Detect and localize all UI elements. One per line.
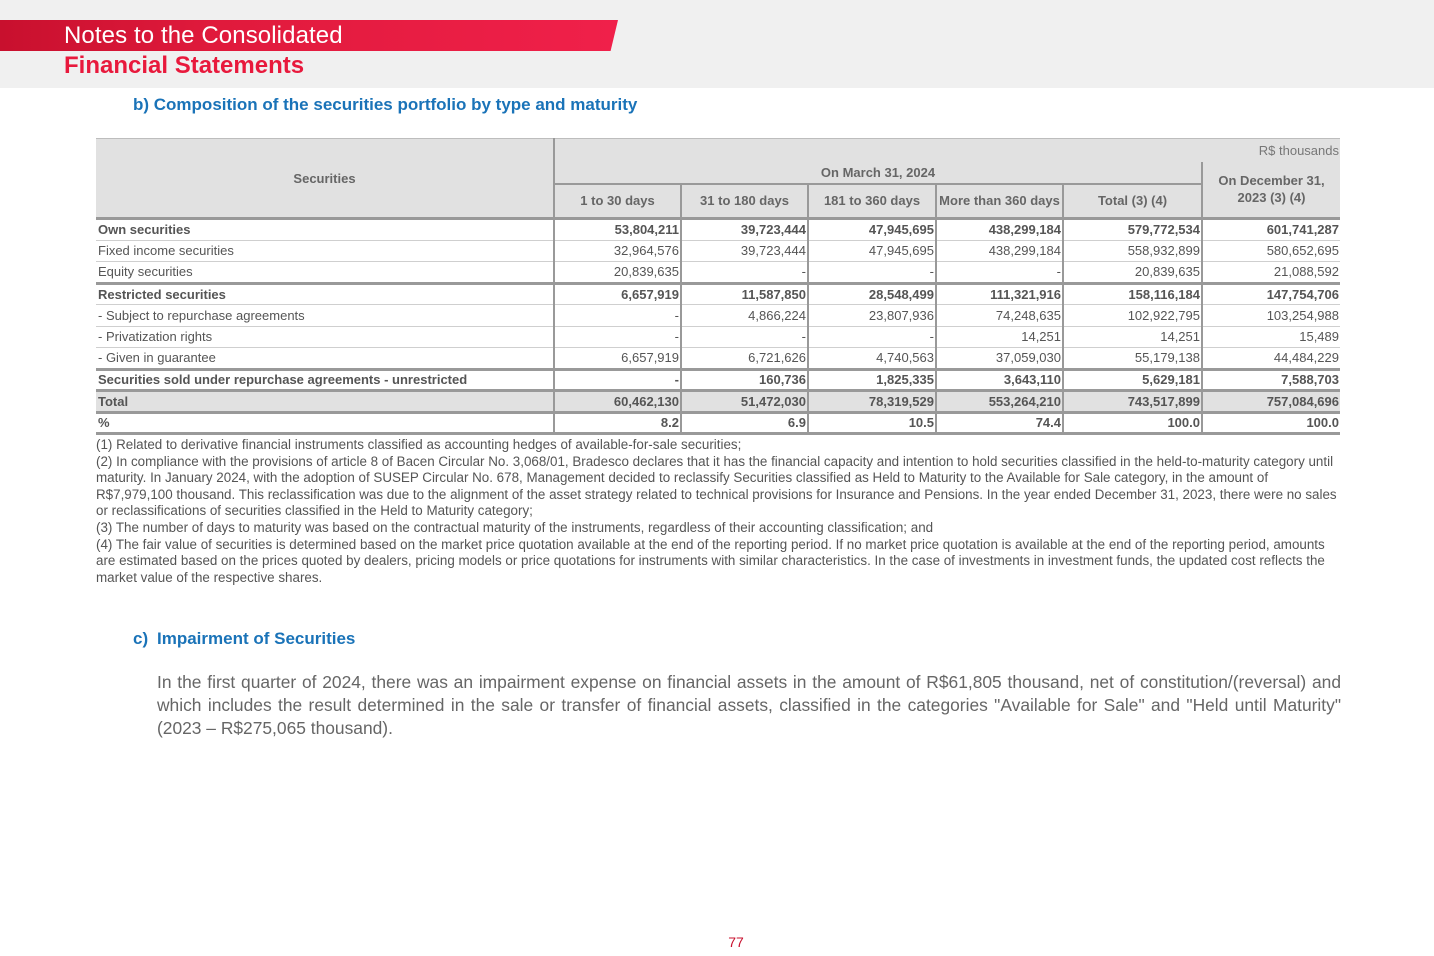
- table-cell: 74.4: [936, 412, 1063, 434]
- table-cell: 37,059,030: [936, 348, 1063, 370]
- table-row: [96, 348, 1340, 370]
- table-cell: 20,839,635: [554, 262, 681, 284]
- col-header-total: Total (3) (4): [1063, 184, 1202, 219]
- table-cell: 438,299,184: [936, 219, 1063, 241]
- table-cell: 580,652,695: [1202, 240, 1340, 262]
- row-label: Own securities: [96, 219, 554, 241]
- securities-header: Securities: [96, 139, 554, 219]
- table-cell: -: [681, 262, 808, 284]
- table-row: [96, 240, 1340, 262]
- row-label: %: [96, 412, 554, 434]
- table-cell: 601,741,287: [1202, 219, 1340, 241]
- table-cell: -: [808, 326, 936, 348]
- table-cell: 78,319,529: [808, 391, 936, 413]
- table-cell: 102,922,795: [1063, 305, 1202, 327]
- table-cell: 47,945,695: [808, 240, 936, 262]
- table-cell: 579,772,534: [1063, 219, 1202, 241]
- table-cell: 103,254,988: [1202, 305, 1340, 327]
- page-title-line1: Notes to the Consolidated: [64, 22, 343, 49]
- footnote: (2) In compliance with the provisions of article 8 of Bacen Circular No. 3,068/01, Bradesco declares that it has the financial capacity and intention to hold securities classified in the held-to-maturity category until maturity. In January 2024, with the adoption of SUSEP Circular No. 678, Management decided to reclassify Securities classified as Held to Maturity to the Available for Sale category, in the amount of R$7,979,100 thousand. This reclassification was due to the alignment of the asset strategy related to technical provisions for Insurance and Pensions. In the year ended December 31, 2023, there were no sales or reclassifications of securities classified in the Held to Maturity category;: [96, 453, 1337, 519]
- col-header-360-plus: More than 360 days: [936, 184, 1063, 219]
- period-header: On March 31, 2024: [554, 162, 1202, 184]
- table-cell: 7,588,703: [1202, 369, 1340, 391]
- table-cell: 53,804,211: [554, 219, 681, 241]
- table-cell: 23,807,936: [808, 305, 936, 327]
- table-cell: 3,643,110: [936, 369, 1063, 391]
- table-cell: 39,723,444: [681, 219, 808, 241]
- table-cell: 4,866,224: [681, 305, 808, 327]
- table-cell: 553,264,210: [936, 391, 1063, 413]
- table-cell: -: [554, 305, 681, 327]
- table-cell: 5,629,181: [1063, 369, 1202, 391]
- table-row: [96, 391, 1340, 413]
- table-row: [96, 305, 1340, 327]
- table-cell: 6,657,919: [554, 348, 681, 370]
- table-cell: 20,839,635: [1063, 262, 1202, 284]
- table-cell: 111,321,916: [936, 283, 1063, 305]
- table-row: [96, 219, 1340, 241]
- section-c-title: Impairment of Securities: [157, 629, 356, 648]
- table-cell: 74,248,635: [936, 305, 1063, 327]
- page-number: 77: [728, 934, 744, 950]
- col-header-31-180: 31 to 180 days: [681, 184, 808, 219]
- table-cell: -: [554, 369, 681, 391]
- table-cell: 743,517,899: [1063, 391, 1202, 413]
- table-cell: 438,299,184: [936, 240, 1063, 262]
- table-cell: -: [681, 326, 808, 348]
- table-cell: 47,945,695: [808, 219, 936, 241]
- table-row: [96, 283, 1340, 305]
- table-body: [96, 219, 1340, 434]
- row-label: Fixed income securities: [96, 240, 554, 262]
- table-cell: 51,472,030: [681, 391, 808, 413]
- table-cell: 757,084,696: [1202, 391, 1340, 413]
- row-label: - Subject to repurchase agreements: [96, 305, 554, 327]
- row-label: Securities sold under repurchase agreements - unrestricted: [96, 369, 554, 391]
- table-cell: 558,932,899: [1063, 240, 1202, 262]
- table-cell: -: [936, 262, 1063, 284]
- table-cell: 14,251: [936, 326, 1063, 348]
- row-label: - Given in guarantee: [96, 348, 554, 370]
- table-cell: 100.0: [1063, 412, 1202, 434]
- table-cell: 14,251: [1063, 326, 1202, 348]
- table-cell: 147,754,706: [1202, 283, 1340, 305]
- table-cell: 32,964,576: [554, 240, 681, 262]
- footnotes: [96, 437, 1340, 586]
- unit-label: R$ thousands: [554, 139, 1340, 162]
- table-row: [96, 326, 1340, 348]
- dec-header: On December 31, 2023 (3) (4): [1202, 162, 1340, 219]
- page-title-line2: Financial Statements: [64, 52, 305, 79]
- row-label: - Privatization rights: [96, 326, 554, 348]
- table-cell: 60,462,130: [554, 391, 681, 413]
- section-c-paragraph: In the first quarter of 2024, there was an impairment expense on financial assets in the amount of R$61,805 thousand, net of constitution/(reversal) and which includes the result determined in the sale or transfer of financial assets, classified in the categories "Available for Sale" and "Held until Maturity" (2023 – R$275,065 thousand).: [157, 672, 1341, 738]
- footnote: (1) Related to derivative financial instruments classified as accounting hedges of available-for-sale securities;: [96, 437, 742, 452]
- table-row: [96, 369, 1340, 391]
- footnote: (4) The fair value of securities is determined based on the market price quotation available at the end of the reporting period. If no market price quotation is available at the end of the reporting period, amounts are estimated based on the prices quoted by dealers, pricing models or price quotations for instruments with similar characteristics. In the case of investments in investment funds, the updated cost reflects the market value of the respective shares.: [96, 536, 1325, 585]
- table-cell: -: [808, 262, 936, 284]
- table-row: [96, 262, 1340, 284]
- table-cell: 55,179,138: [1063, 348, 1202, 370]
- row-label: Restricted securities: [96, 283, 554, 305]
- table-row: [96, 412, 1340, 434]
- table-cell: -: [554, 326, 681, 348]
- table-cell: 6,657,919: [554, 283, 681, 305]
- table-cell: 15,489: [1202, 326, 1340, 348]
- row-label: Total: [96, 391, 554, 413]
- table-cell: 10.5: [808, 412, 936, 434]
- row-label: Equity securities: [96, 262, 554, 284]
- table-cell: 21,088,592: [1202, 262, 1340, 284]
- table-cell: 4,740,563: [808, 348, 936, 370]
- col-header-1-30: 1 to 30 days: [554, 184, 681, 219]
- table-cell: 1,825,335: [808, 369, 936, 391]
- table-cell: 6.9: [681, 412, 808, 434]
- table-cell: 44,484,229: [1202, 348, 1340, 370]
- footnote: (3) The number of days to maturity was based on the contractual maturity of the instruments, regardless of their accounting classification; and: [96, 519, 934, 535]
- table-cell: 39,723,444: [681, 240, 808, 262]
- section-c-number: c): [133, 629, 149, 648]
- table-cell: 11,587,850: [681, 283, 808, 305]
- col-header-181-360: 181 to 360 days: [808, 184, 936, 219]
- table-cell: 100.0: [1202, 412, 1340, 434]
- table-cell: 158,116,184: [1063, 283, 1202, 305]
- table-cell: 6,721,626: [681, 348, 808, 370]
- securities-table: [96, 138, 1340, 435]
- table-cell: 28,548,499: [808, 283, 936, 305]
- section-b-title: b) Composition of the securities portfolio by type and maturity: [133, 95, 638, 114]
- table-cell: 160,736: [681, 369, 808, 391]
- table-cell: 8.2: [554, 412, 681, 434]
